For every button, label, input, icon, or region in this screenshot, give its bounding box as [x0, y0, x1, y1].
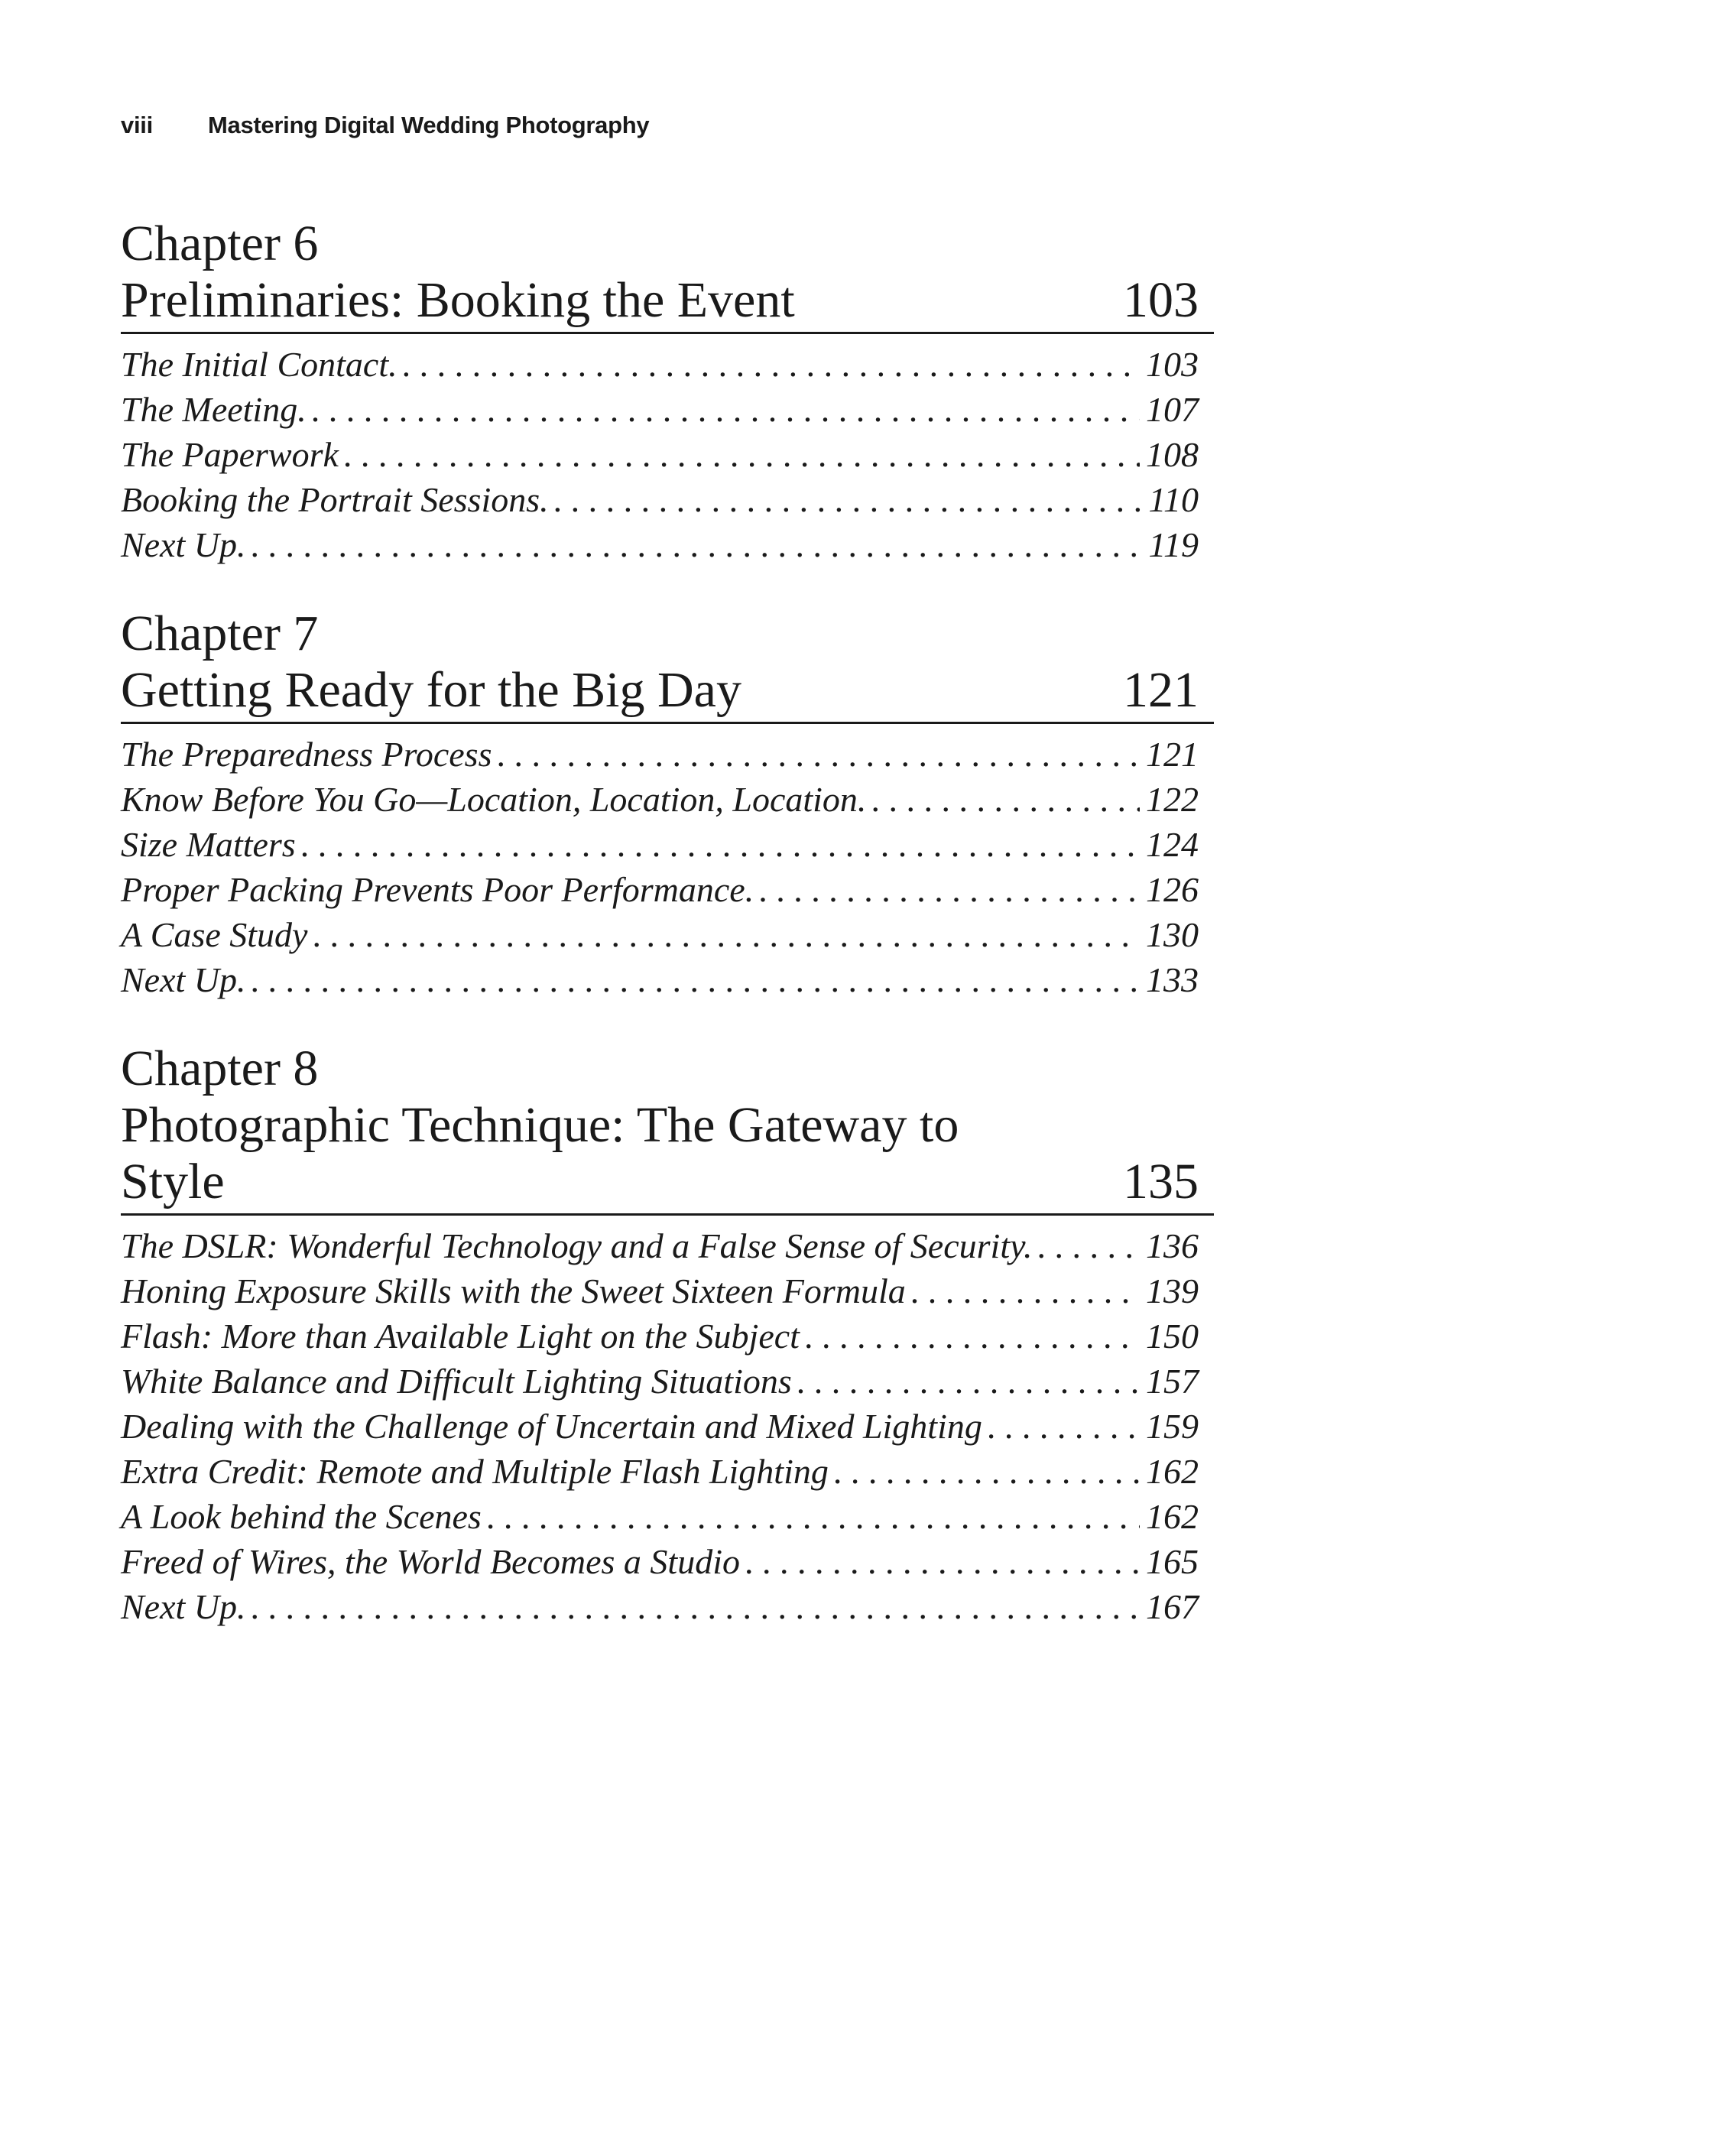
entry-title: White Balance and Difficult Lighting Situations [121, 1362, 792, 1401]
toc-entry[interactable] [121, 1449, 1214, 1494]
toc-entry[interactable] [121, 777, 1214, 822]
entry-page: 136 [1146, 1226, 1199, 1265]
toc-entry[interactable] [121, 1313, 1214, 1359]
toc-entry[interactable] [121, 1539, 1214, 1584]
entry-page: 108 [1146, 435, 1199, 474]
entry-page: 110 [1148, 480, 1199, 519]
entry-page: 167 [1146, 1587, 1199, 1626]
page-folio: viii [121, 112, 153, 138]
entry-page: 107 [1146, 390, 1199, 429]
entry-page: 121 [1146, 735, 1199, 774]
chapter-heading [121, 1097, 1214, 1216]
section-list [121, 732, 1214, 1002]
chapter-title: Getting Ready for the Big Day [121, 662, 741, 718]
toc-entry[interactable] [121, 1359, 1214, 1404]
entry-title: A Case Study [121, 915, 308, 954]
entry-title: Extra Credit: Remote and Multiple Flash Lighting [121, 1452, 829, 1491]
dot-leader [553, 477, 1143, 522]
toc-entry[interactable] [121, 1584, 1214, 1629]
entry-title: Flash: More than Available Light on the Subject [121, 1317, 800, 1356]
dot-leader [987, 1404, 1140, 1449]
chapter-label: Chapter 8 [121, 1041, 319, 1096]
entry-title: The Preparedness Process [121, 735, 492, 774]
entry-title: Proper Packing Prevents Poor Performance. [121, 870, 754, 909]
chapter-title: Preliminaries: Booking the Event [121, 272, 795, 328]
chapter-page-number: 135 [1123, 1154, 1199, 1210]
entry-page: 162 [1146, 1497, 1199, 1536]
dot-leader [833, 1449, 1140, 1494]
toc-entry[interactable] [121, 1404, 1214, 1449]
dot-leader [758, 867, 1140, 912]
entry-page: 122 [1146, 780, 1199, 819]
section-list [121, 1223, 1214, 1629]
entry-page: 130 [1146, 915, 1199, 954]
dot-leader [1037, 1223, 1140, 1268]
entry-title: Honing Exposure Skills with the Sweet Sixteen Formula [121, 1271, 906, 1310]
entry-title: Dealing with the Challenge of Uncertain and Mixed Lighting [121, 1407, 982, 1446]
toc-entry[interactable] [121, 387, 1214, 432]
toc-entry[interactable] [121, 822, 1214, 867]
dot-leader [251, 522, 1143, 567]
toc-entry[interactable] [121, 867, 1214, 912]
toc-entry[interactable] [121, 477, 1214, 522]
chapter-heading [121, 662, 1214, 724]
entry-title: Freed of Wires, the World Becomes a Studio [121, 1542, 740, 1581]
chapter-label: Chapter 6 [121, 216, 319, 271]
entry-title: Booking the Portrait Sessions. [121, 480, 549, 519]
dot-leader [910, 1268, 1140, 1313]
chapter-7 [121, 606, 1214, 1002]
entry-title: Next Up. [121, 960, 246, 999]
entry-page: 159 [1146, 1407, 1199, 1446]
chapter-6 [121, 216, 1214, 567]
dot-leader [486, 1494, 1140, 1539]
dot-leader [251, 957, 1140, 1002]
running-head [121, 112, 649, 139]
dot-leader [311, 387, 1140, 432]
entry-page: 103 [1146, 345, 1199, 384]
chapter-page-number: 103 [1123, 272, 1199, 328]
chapter-8 [121, 1041, 1214, 1629]
table-of-contents [121, 216, 1214, 1667]
entry-title: Size Matters [121, 825, 296, 864]
dot-leader [804, 1313, 1140, 1359]
dot-leader [300, 822, 1140, 867]
dot-leader [402, 342, 1140, 387]
entry-page: 165 [1146, 1542, 1199, 1581]
dot-leader [797, 1359, 1140, 1404]
toc-entry[interactable] [121, 1268, 1214, 1313]
chapter-title: Photographic Technique: The Gateway to Style [121, 1097, 959, 1210]
entry-page: 150 [1146, 1317, 1199, 1356]
entry-title: A Look behind the Scenes [121, 1497, 482, 1536]
entry-page: 126 [1146, 870, 1199, 909]
chapter-page-number: 121 [1123, 662, 1199, 718]
dot-leader [871, 777, 1140, 822]
entry-title: The Initial Contact. [121, 345, 397, 384]
dot-leader [312, 912, 1140, 957]
toc-entry[interactable] [121, 912, 1214, 957]
entry-page: 133 [1146, 960, 1199, 999]
toc-entry[interactable] [121, 342, 1214, 387]
section-list [121, 342, 1214, 567]
toc-entry[interactable] [121, 432, 1214, 477]
entry-title: The DSLR: Wonderful Technology and a False Sense of Security. [121, 1226, 1033, 1265]
dot-leader [343, 432, 1140, 477]
dot-leader [745, 1539, 1140, 1584]
toc-entry[interactable] [121, 957, 1214, 1002]
entry-page: 162 [1146, 1452, 1199, 1491]
chapter-heading [121, 272, 1214, 334]
entry-title: Next Up. [121, 1587, 246, 1626]
toc-entry[interactable] [121, 522, 1214, 567]
toc-entry[interactable] [121, 1494, 1214, 1539]
book-title: Mastering Digital Wedding Photography [208, 112, 650, 138]
entry-page: 124 [1146, 825, 1199, 864]
entry-title: The Meeting. [121, 390, 307, 429]
entry-page: 157 [1146, 1362, 1199, 1401]
chapter-label: Chapter 7 [121, 606, 319, 661]
entry-page: 119 [1148, 525, 1199, 564]
dot-leader [251, 1584, 1140, 1629]
dot-leader [496, 732, 1140, 777]
entry-title: Next Up. [121, 525, 246, 564]
toc-entry[interactable] [121, 1223, 1214, 1268]
toc-entry[interactable] [121, 732, 1214, 777]
entry-title: Know Before You Go—Location, Location, Location. [121, 780, 867, 819]
entry-page: 139 [1146, 1271, 1199, 1310]
entry-title: The Paperwork [121, 435, 339, 474]
